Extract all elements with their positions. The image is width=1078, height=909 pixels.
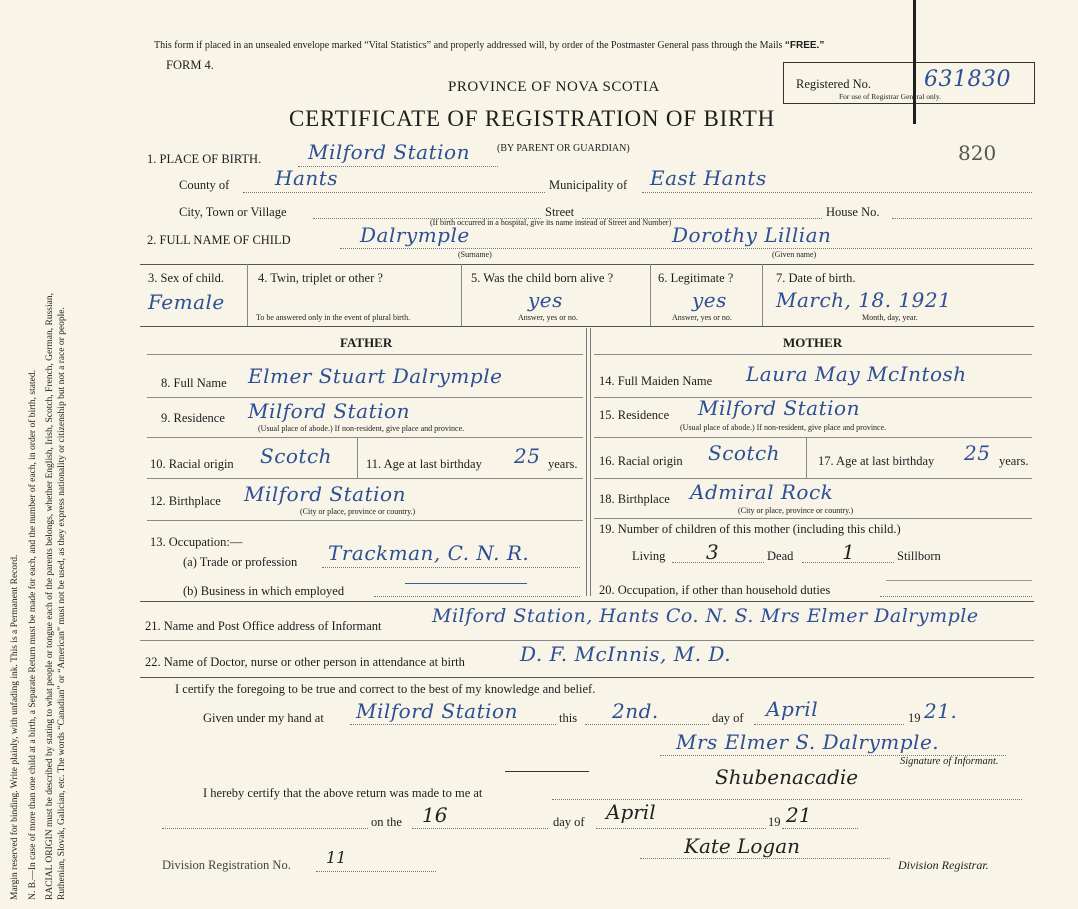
rule — [140, 640, 1034, 641]
side-note-line: RACIAL ORIGIN must be described by stating to what people or tongue each of the parents belongs, whether English, Irish, Scotch, French, German, Russian, — [45, 293, 55, 900]
certify-day: 2nd. — [612, 699, 659, 723]
rule — [461, 264, 462, 326]
rule — [147, 354, 583, 355]
fill-line — [754, 724, 904, 725]
father-birthplace-note: (City or place, province or country.) — [300, 507, 416, 516]
registrar-on-the-label: on the — [371, 815, 402, 829]
given-under-label: Given under my hand at — [203, 711, 324, 725]
mother-racial: Scotch — [708, 441, 781, 465]
father-name: Elmer Stuart Dalrymple — [248, 364, 503, 388]
rule — [586, 328, 587, 596]
father-occupation-label: 13. Occupation:— — [150, 535, 243, 549]
fill-line — [162, 828, 368, 829]
registrar-year-prefix: 19 — [768, 815, 781, 829]
county-label: County of — [179, 178, 230, 192]
trade-label: (a) Trade or profession — [183, 555, 298, 569]
certify-place: Milford Station — [356, 699, 518, 723]
rule — [147, 478, 583, 479]
division-registration-number: 11 — [326, 848, 347, 867]
child-given-name: Dorothy Lillian — [672, 223, 832, 247]
rule — [650, 264, 651, 326]
father-residence-note: (Usual place of abode.) If non-resident, give place and province. — [258, 424, 465, 433]
pen-line — [405, 583, 527, 584]
registrar-signature: Kate Logan — [684, 834, 801, 858]
rule — [357, 437, 358, 478]
registered-note: For use of Registrar General only. — [839, 92, 941, 101]
place-of-birth-label: 1. PLACE OF BIRTH. — [147, 152, 262, 166]
informant-value: Milford Station, Hants Co. N. S. Mrs Elmer Dalrymple — [432, 605, 979, 627]
division-registration-label: Division Registration No. — [162, 858, 291, 872]
sex-value: Female — [148, 290, 225, 314]
side-note-line: Ruthenian, Slovak, Galician, etc. The words “Canadian” or “American” must not be used, as they express nationality or citizenship but not a race or people. — [56, 307, 67, 900]
doctor-label: 22. Name of Doctor, nurse or other person in attendance at birth — [145, 655, 465, 669]
signature-label: Signature of Informant. — [900, 756, 999, 767]
living-label: Living — [632, 549, 666, 563]
registrar-day: 16 — [422, 803, 448, 827]
fill-line — [892, 218, 1032, 219]
rule — [762, 264, 763, 326]
dob-value: March, 18. 1921 — [776, 288, 952, 312]
postal-notice-free: “FREE.” — [784, 40, 825, 51]
mother-occupation-label: 20. Occupation, if other than household duties — [599, 583, 831, 597]
rule — [247, 264, 248, 326]
informant-signature: Mrs Elmer S. Dalrymple. — [676, 730, 940, 754]
street-label: Street — [545, 205, 575, 219]
fill-line — [782, 828, 858, 829]
mother-heading: MOTHER — [783, 335, 843, 350]
dob-note: Month, day, year. — [862, 313, 918, 322]
mother-racial-label: 16. Racial origin — [599, 454, 683, 468]
mother-name: Laura May McIntosh — [746, 362, 967, 386]
fill-line — [642, 192, 1032, 193]
father-years: years. — [548, 457, 578, 471]
alive-value: yes — [528, 288, 563, 312]
legitimate-note: Answer, yes or no. — [672, 313, 732, 322]
fill-line — [340, 248, 1032, 249]
registrar-month: April — [606, 800, 656, 824]
fill-line — [243, 192, 545, 193]
fill-line — [585, 724, 709, 725]
registrar-day-of-label: day of — [553, 815, 585, 829]
father-age: 25 — [514, 444, 541, 468]
place-of-birth-value: Milford Station — [308, 140, 470, 164]
doctor-value: D. F. McInnis, M. D. — [520, 642, 732, 666]
rule — [147, 437, 583, 438]
twin-note: To be answered only in the event of plural birth. — [256, 313, 411, 322]
mother-age: 25 — [964, 441, 991, 465]
rule — [147, 520, 583, 521]
city-label: City, Town or Village — [179, 205, 287, 219]
postal-notice — [154, 40, 824, 51]
fill-line — [316, 871, 436, 872]
fill-line — [880, 596, 1032, 597]
registered-label: Registered No. — [796, 77, 871, 91]
side-notes — [10, 20, 128, 900]
fill-line — [322, 567, 580, 568]
fill-line — [412, 828, 548, 829]
mother-age-label: 17. Age at last birthday — [818, 454, 935, 468]
by-parent-note: (BY PARENT OR GUARDIAN) — [497, 143, 630, 154]
legitimate-label: 6. Legitimate ? — [658, 271, 734, 285]
registered-number: 631830 — [924, 67, 1011, 92]
page-title: CERTIFICATE OF REGISTRATION OF BIRTH — [289, 106, 776, 131]
dob-label: 7. Date of birth. — [776, 271, 856, 285]
registrar-year: 21 — [786, 803, 812, 827]
municipality-value: East Hants — [650, 166, 767, 190]
father-racial-label: 10. Racial origin — [150, 457, 234, 471]
children-count-label: 19. Number of children of this mother (including this child.) — [599, 522, 901, 536]
postal-notice-text: This form if placed in an unsealed envelope marked “Vital Statistics” and properly addressed will, by order of the Postmaster General pass through the Mails — [154, 40, 783, 51]
dead-label: Dead — [767, 549, 794, 563]
mother-name-label: 14. Full Maiden Name — [599, 374, 713, 388]
child-name-label: 2. FULL NAME OF CHILD — [147, 233, 291, 247]
rule — [505, 771, 589, 772]
trade-value: Trackman, C. N. R. — [328, 541, 530, 565]
child-surname: Dalrymple — [360, 223, 470, 247]
fill-line — [596, 828, 766, 829]
father-racial: Scotch — [260, 444, 333, 468]
certify-statement: I certify the foregoing to be true and correct to the best of my knowledge and belief. — [175, 682, 596, 696]
business-label: (b) Business in which employed — [183, 584, 345, 598]
rule — [140, 326, 1034, 327]
fill-line — [350, 724, 556, 725]
father-residence: Milford Station — [248, 399, 410, 423]
certify-this-label: this — [559, 711, 578, 725]
fill-line — [640, 858, 890, 859]
mother-residence-note: (Usual place of abode.) If non-resident, give place and province. — [680, 423, 887, 432]
side-note-line: N. B.—In case of more than one child at a birth, a Separate Return must be made for each, and the number of each, in order of birth, stated. — [27, 370, 38, 900]
registered-box — [783, 62, 1035, 104]
rule — [594, 354, 1032, 355]
rule — [886, 580, 1032, 581]
father-birthplace-label: 12. Birthplace — [150, 494, 221, 508]
mother-residence: Milford Station — [698, 396, 860, 420]
rule — [147, 397, 583, 398]
certify-day-of-label: day of — [712, 711, 744, 725]
father-residence-label: 9. Residence — [161, 411, 225, 425]
legitimate-value: yes — [692, 288, 727, 312]
father-heading: FATHER — [340, 335, 393, 350]
informant-label: 21. Name and Post Office address of Informant — [145, 619, 382, 633]
fill-line — [374, 596, 580, 597]
rule — [590, 328, 591, 596]
twin-label: 4. Twin, triplet or other ? — [258, 271, 383, 285]
mother-birthplace-label: 18. Birthplace — [599, 492, 670, 506]
surname-caption: (Surname) — [458, 250, 492, 259]
given-caption: (Given name) — [772, 250, 817, 259]
alive-label: 5. Was the child born alive ? — [471, 271, 614, 285]
province-heading: PROVINCE OF NOVA SCOTIA — [448, 79, 660, 95]
alive-note: Answer, yes or no. — [518, 313, 578, 322]
registrar-statement: I hereby certify that the above return was made to me at — [203, 786, 483, 800]
father-age-label: 11. Age at last birthday — [366, 457, 482, 471]
division-registrar-label: Division Registrar. — [898, 858, 989, 872]
rule — [140, 264, 1034, 265]
fill-line — [802, 562, 894, 563]
certify-month: April — [766, 697, 819, 721]
mother-years: years. — [999, 454, 1029, 468]
hospital-note: (If birth occurred in a hospital, give its name instead of Street and Number) — [430, 218, 672, 227]
dead-value: 1 — [842, 540, 855, 564]
rule — [806, 437, 807, 478]
mother-birthplace-note: (City or place, province or country.) — [738, 506, 854, 515]
pen-mark-line — [913, 0, 916, 124]
form-number: FORM 4. — [166, 58, 214, 72]
side-note-line: Margin reserved for binding. Write plainly, with unfading ink. This is a Permanent Record. — [10, 554, 20, 900]
fill-line — [672, 562, 764, 563]
certify-year-prefix: 19 — [908, 711, 921, 725]
father-birthplace: Milford Station — [244, 482, 406, 506]
living-value: 3 — [706, 540, 719, 564]
mother-residence-label: 15. Residence — [599, 408, 670, 422]
mother-birthplace: Admiral Rock — [690, 480, 834, 504]
certify-year: 21. — [924, 699, 958, 723]
rule — [140, 601, 1034, 602]
corner-mark: 820 — [958, 141, 997, 165]
county-value: Hants — [275, 166, 339, 190]
house-label: House No. — [826, 205, 880, 219]
father-name-label: 8. Full Name — [161, 376, 227, 390]
municipality-label: Municipality of — [549, 178, 628, 192]
rule — [594, 518, 1032, 519]
rule — [594, 437, 1032, 438]
registrar-place: Shubenacadie — [715, 765, 859, 789]
rule — [140, 677, 1034, 678]
rule — [594, 478, 1032, 479]
stillborn-label: Stillborn — [897, 549, 941, 563]
sex-label: 3. Sex of child. — [148, 271, 225, 285]
